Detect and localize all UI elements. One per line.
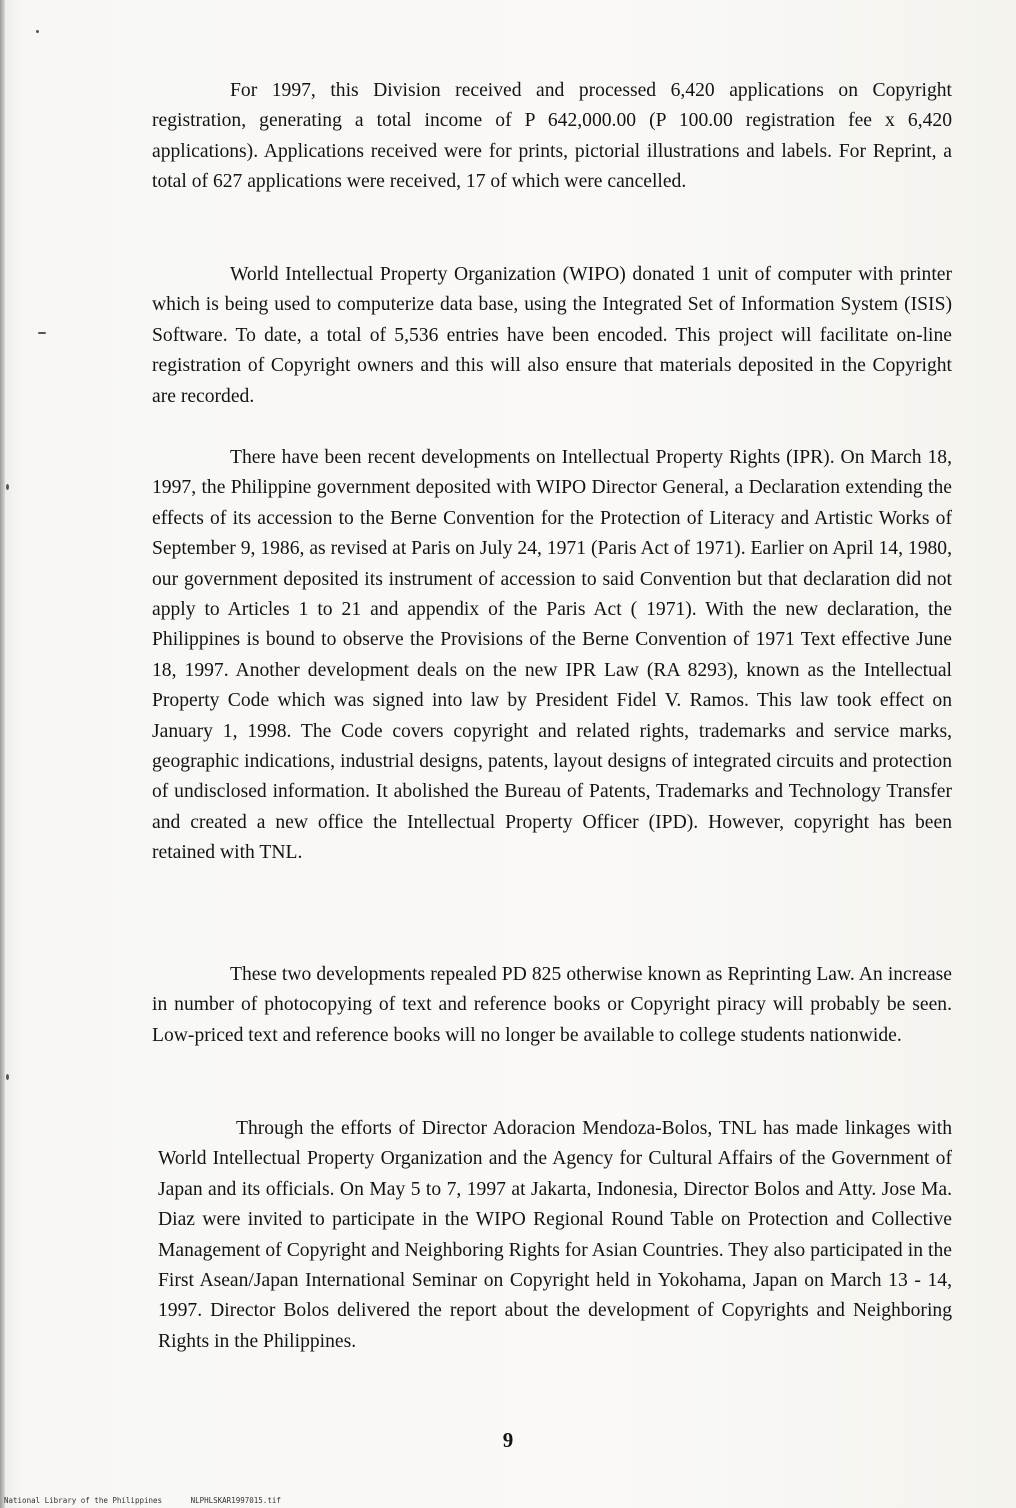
paragraph-copyright-applications: For 1997, this Division received and processed 6,420 applications on Copyright registration, generating a total income of P 642,000.00 (P 100.00 registration fee x 6,420 applications). Applications received were for prints, pictorial illustrations and labels. For Reprint, a total of 627 applications were received, 17 of which were cancelled. xyxy=(152,80,952,193)
scan-speck xyxy=(6,484,9,490)
scan-speck xyxy=(38,332,46,334)
scan-speck xyxy=(36,30,39,33)
paragraph-director-linkages: Through the efforts of Director Adoracion Mendoza-Bolos, TNL has made linkages with World Intellectual Property Organization and the Agency for Cultural Affairs of the Government of Japan and its officials. On May 5 to 7, 1997 at Jakarta, Indonesia, Director Bolos and Atty. Jose Ma. Diaz were invited to participate in the WIPO Regional Round Table on Protection and Collective Management of Copyright and Neighboring Rights for Asian Countries. They also participated in the First Asean/Japan International Seminar on Copyright held in Yokohama, Japan on March 13 - 14, 1997. Director Bolos delivered the report about the development of Copyrights and Neighboring Rights in the Philippines. xyxy=(158,1118,952,1352)
paragraph-ipr-developments: There have been recent developments on Intellectual Property Rights (IPR). On March 18, 1997, the Philippine government deposited with WIPO Director General, a Declaration extending the effects of its accession to the Berne Convention for the Protection of Literacy and Artistic Works of September 9, 1986, as revised at Paris on July 24, 1971 (Paris Act of 1971). Earlier on April 14, 1980, our government deposited its instrument of accession to said Convention but that declaration did not apply to Articles 1 to 21 and appendix of the Paris Act ( 1971). With the new declaration, the Philippines is bound to observe the Provisions of the Berne Convention of 1971 Text effective June 18, 1997. Another development deals on the new IPR Law (RA 8293), known as the Intellectual Property Code which was signed into law by President Fidel V. Ramos. This law took effect on January 1, 1998. The Code covers copyright and related rights, trademarks and service marks, geographic indications, industrial designs, patents, layout designs of integrated circuits and protection of undisclosed information. It abolished the Bureau of Patents, Trademarks and Technology Transfer and created a new office the Intellectual Property Officer (IPD). However, copyright has been retained with TNL. xyxy=(152,447,952,864)
paragraph-wipo-computer: World Intellectual Property Organization (WIPO) donated 1 unit of computer with printer which is being used to computerize data base, using the Integrated Set of Information System (ISIS) Software. To date, a total of 5,536 entries have been encoded. This project will facilitate on-line registration of Copyright owners and this will also ensure that materials deposited in the Copyright are recorded. xyxy=(152,264,952,407)
page-number: 9 xyxy=(502,1428,514,1452)
paragraph-reprinting-law: These two developments repealed PD 825 otherwise known as Reprinting Law. An increase in number of photocopying of text and reference books or Copyright piracy will probably be seen. Low-priced text and reference books will no longer be available to college students nationwide. xyxy=(152,964,952,1046)
scan-footer xyxy=(4,1496,305,1505)
footer-file: NLPHLSKAR1997015.tif xyxy=(190,1496,281,1505)
scan-speck xyxy=(6,1074,9,1080)
footer-institution: National Library of the Philippines xyxy=(4,1496,163,1505)
scan-edge xyxy=(0,0,5,1508)
